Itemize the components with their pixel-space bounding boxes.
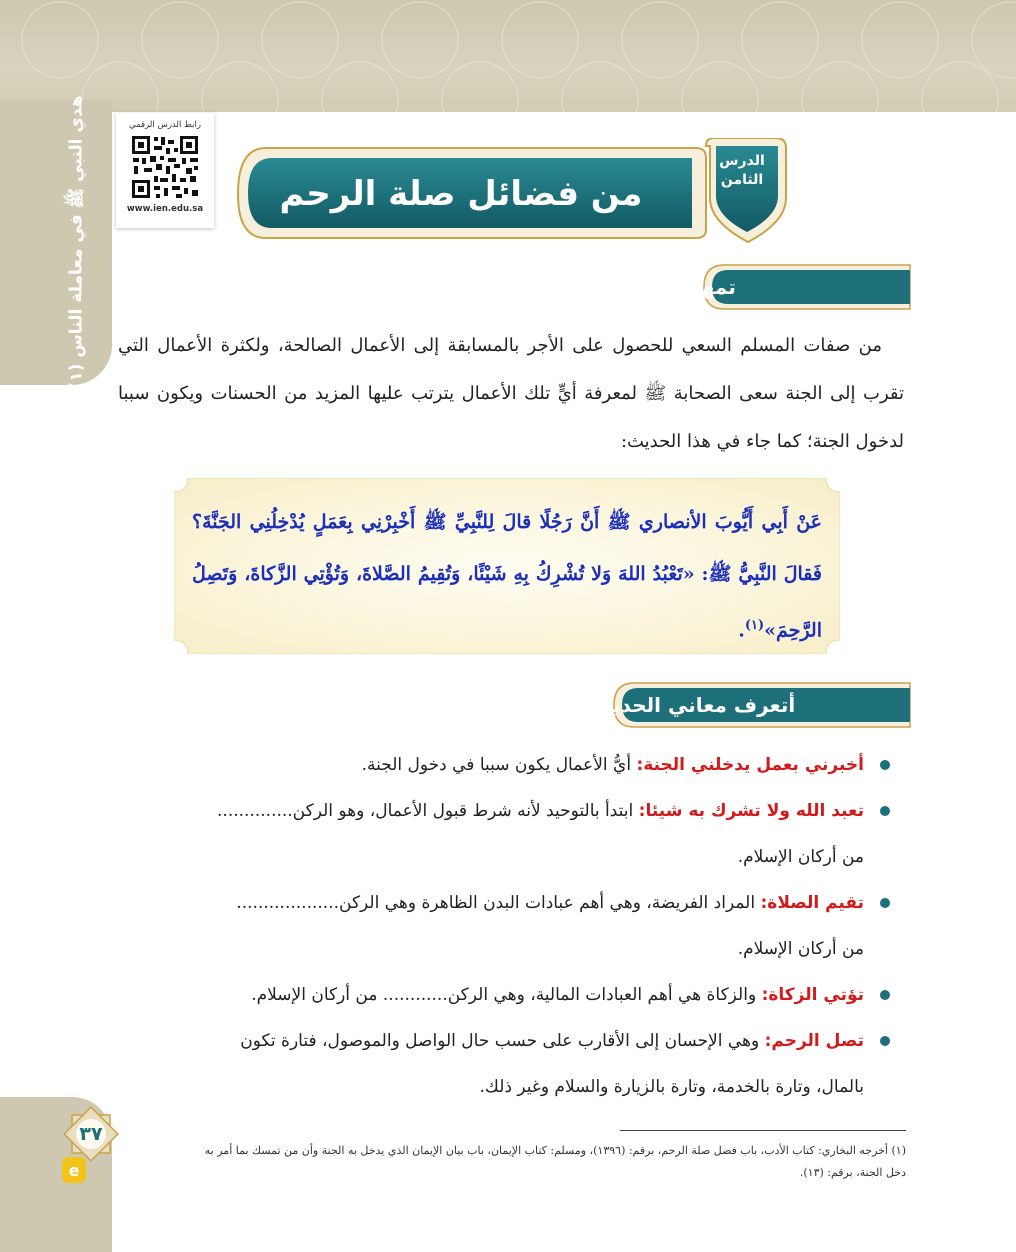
list-item <box>112 788 890 880</box>
meaning-text: المراد الفريضة، وهي أهم عبادات البدن الظاهرة وهي الركن................... <box>236 893 761 913</box>
lesson-label-line1: الدرس <box>719 153 765 169</box>
footnote-divider <box>620 1130 906 1131</box>
ien-logo-icon: e <box>62 1157 86 1183</box>
digital-lesson-qr-card[interactable] <box>116 113 214 228</box>
hadith-box <box>174 478 840 654</box>
meaning-continuation: من أركان الإسلام. <box>737 939 864 959</box>
meaning-term: تؤتي الزكاة: <box>761 985 864 1005</box>
meaning-term: تصل الرحم: <box>764 1031 864 1051</box>
top-decorative-band <box>0 0 1016 112</box>
hadith-text-block <box>192 496 822 656</box>
footnote <box>118 1140 906 1184</box>
meanings-section-header <box>584 680 914 728</box>
meanings-heading: أتعرف معاني الحديث: <box>584 693 796 717</box>
list-item <box>112 972 890 1018</box>
qr-url[interactable]: www.ien.edu.sa <box>126 204 204 214</box>
bullet-icon <box>880 898 890 908</box>
hadith-text: عَنْ أَبِي أَيُّوبَ الأنصاري ﷺ أَنَّ رَجُلًا قالَ لِلنَّبِيِّ ﷺ أَخْبِرْنِي بِعَمَلٍ يُدْخِلُنِي الجَنَّةَ؟ فَقالَ النَّبِيُّ ﷺ: «تَعْبُدُ اللهَ وَلا تُشْرِكُ بِهِ شَيْئًا، وَتُقِيمُ الصَّلاةَ، وَتُؤْتِي الزَّكاةَ، وَتَصِلُ الرَّحِمَ» <box>192 511 822 642</box>
meaning-continuation: بالمال، وتارة بالخدمة، وتارة بالزيارة والسلام وغير ذلك. <box>479 1077 864 1097</box>
page-number: ٣٧ <box>79 1123 103 1145</box>
bullet-icon <box>880 806 890 816</box>
meaning-term: أخبرني بعمل يدخلني الجنة: <box>636 755 864 775</box>
meanings-list <box>112 742 890 1110</box>
unit-side-title <box>58 94 98 390</box>
lesson-number-label <box>706 152 778 190</box>
page-number-badge <box>62 1105 120 1163</box>
qr-label: رابط الدرس الرقمي <box>129 120 201 130</box>
meaning-term: تقيم الصلاة: <box>760 893 864 913</box>
meaning-text: والزكاة هي أهم العبادات المالية، وهي الركن............ من أركان الإسلام. <box>251 985 762 1005</box>
list-item <box>112 742 890 788</box>
intro-text: من صفات المسلم السعي للحصول على الأجر بالمسابقة إلى الأعمال الصالحة، ولكثرة الأعمال التي تقرب إلى الجنة سعى الصحابة ﷺ لمعرفة أيٍّ تلك الأعمال يترتب عليها المزيد من الحسنات ويكون سببا لدخول الجنة؛ كما جاء في هذا الحديث: <box>118 335 904 452</box>
arabesque-pattern <box>0 0 1016 112</box>
meaning-continuation: من أركان الإسلام. <box>737 847 864 867</box>
lesson-title-banner <box>236 138 788 248</box>
meaning-text: ابتدأ بالتوحيد لأنه شرط قبول الأعمال، وهو الركن.............. <box>217 801 639 821</box>
bullet-icon <box>880 1036 890 1046</box>
list-item <box>112 880 890 972</box>
bullet-icon <box>880 760 890 770</box>
hadith-end: . <box>738 619 745 642</box>
intro-heading: تمهيد: <box>674 275 736 299</box>
footnote-line2: دخل الجنة، برقم: (١٣). <box>799 1166 906 1179</box>
hadith-footnote-mark[interactable]: (١) <box>744 618 765 633</box>
meaning-term: تعبد الله ولا تشرك به شيئا: <box>638 801 864 821</box>
footnote-line1: (١) أخرجه البخاري: كتاب الأدب، باب فضل صلة الرحم، برقم: (١٣٩٦)، ومسلم: كتاب الإيمان، باب بيان الإيمان الذي يدخل به الجنة وأن من تمسك بما أمر به <box>204 1144 906 1157</box>
lesson-title: من فضائل صلة الرحم <box>279 174 643 214</box>
unit-side-title-text: هدي النبي ﷺ في معاملة الناس (١) <box>66 94 87 390</box>
intro-section-header <box>674 262 914 310</box>
bullet-icon <box>880 990 890 1000</box>
intro-paragraph <box>118 322 904 466</box>
meaning-text: وهي الإحسان إلى الأقارب على حسب حال الواصل والموصول، فتارة تكون <box>240 1031 765 1051</box>
list-item <box>112 1018 890 1110</box>
qr-code-icon[interactable] <box>130 134 200 200</box>
meaning-text: أيُّ الأعمال يكون سببا في دخول الجنة. <box>361 755 637 775</box>
lesson-label-line2: الثامن <box>720 172 764 188</box>
